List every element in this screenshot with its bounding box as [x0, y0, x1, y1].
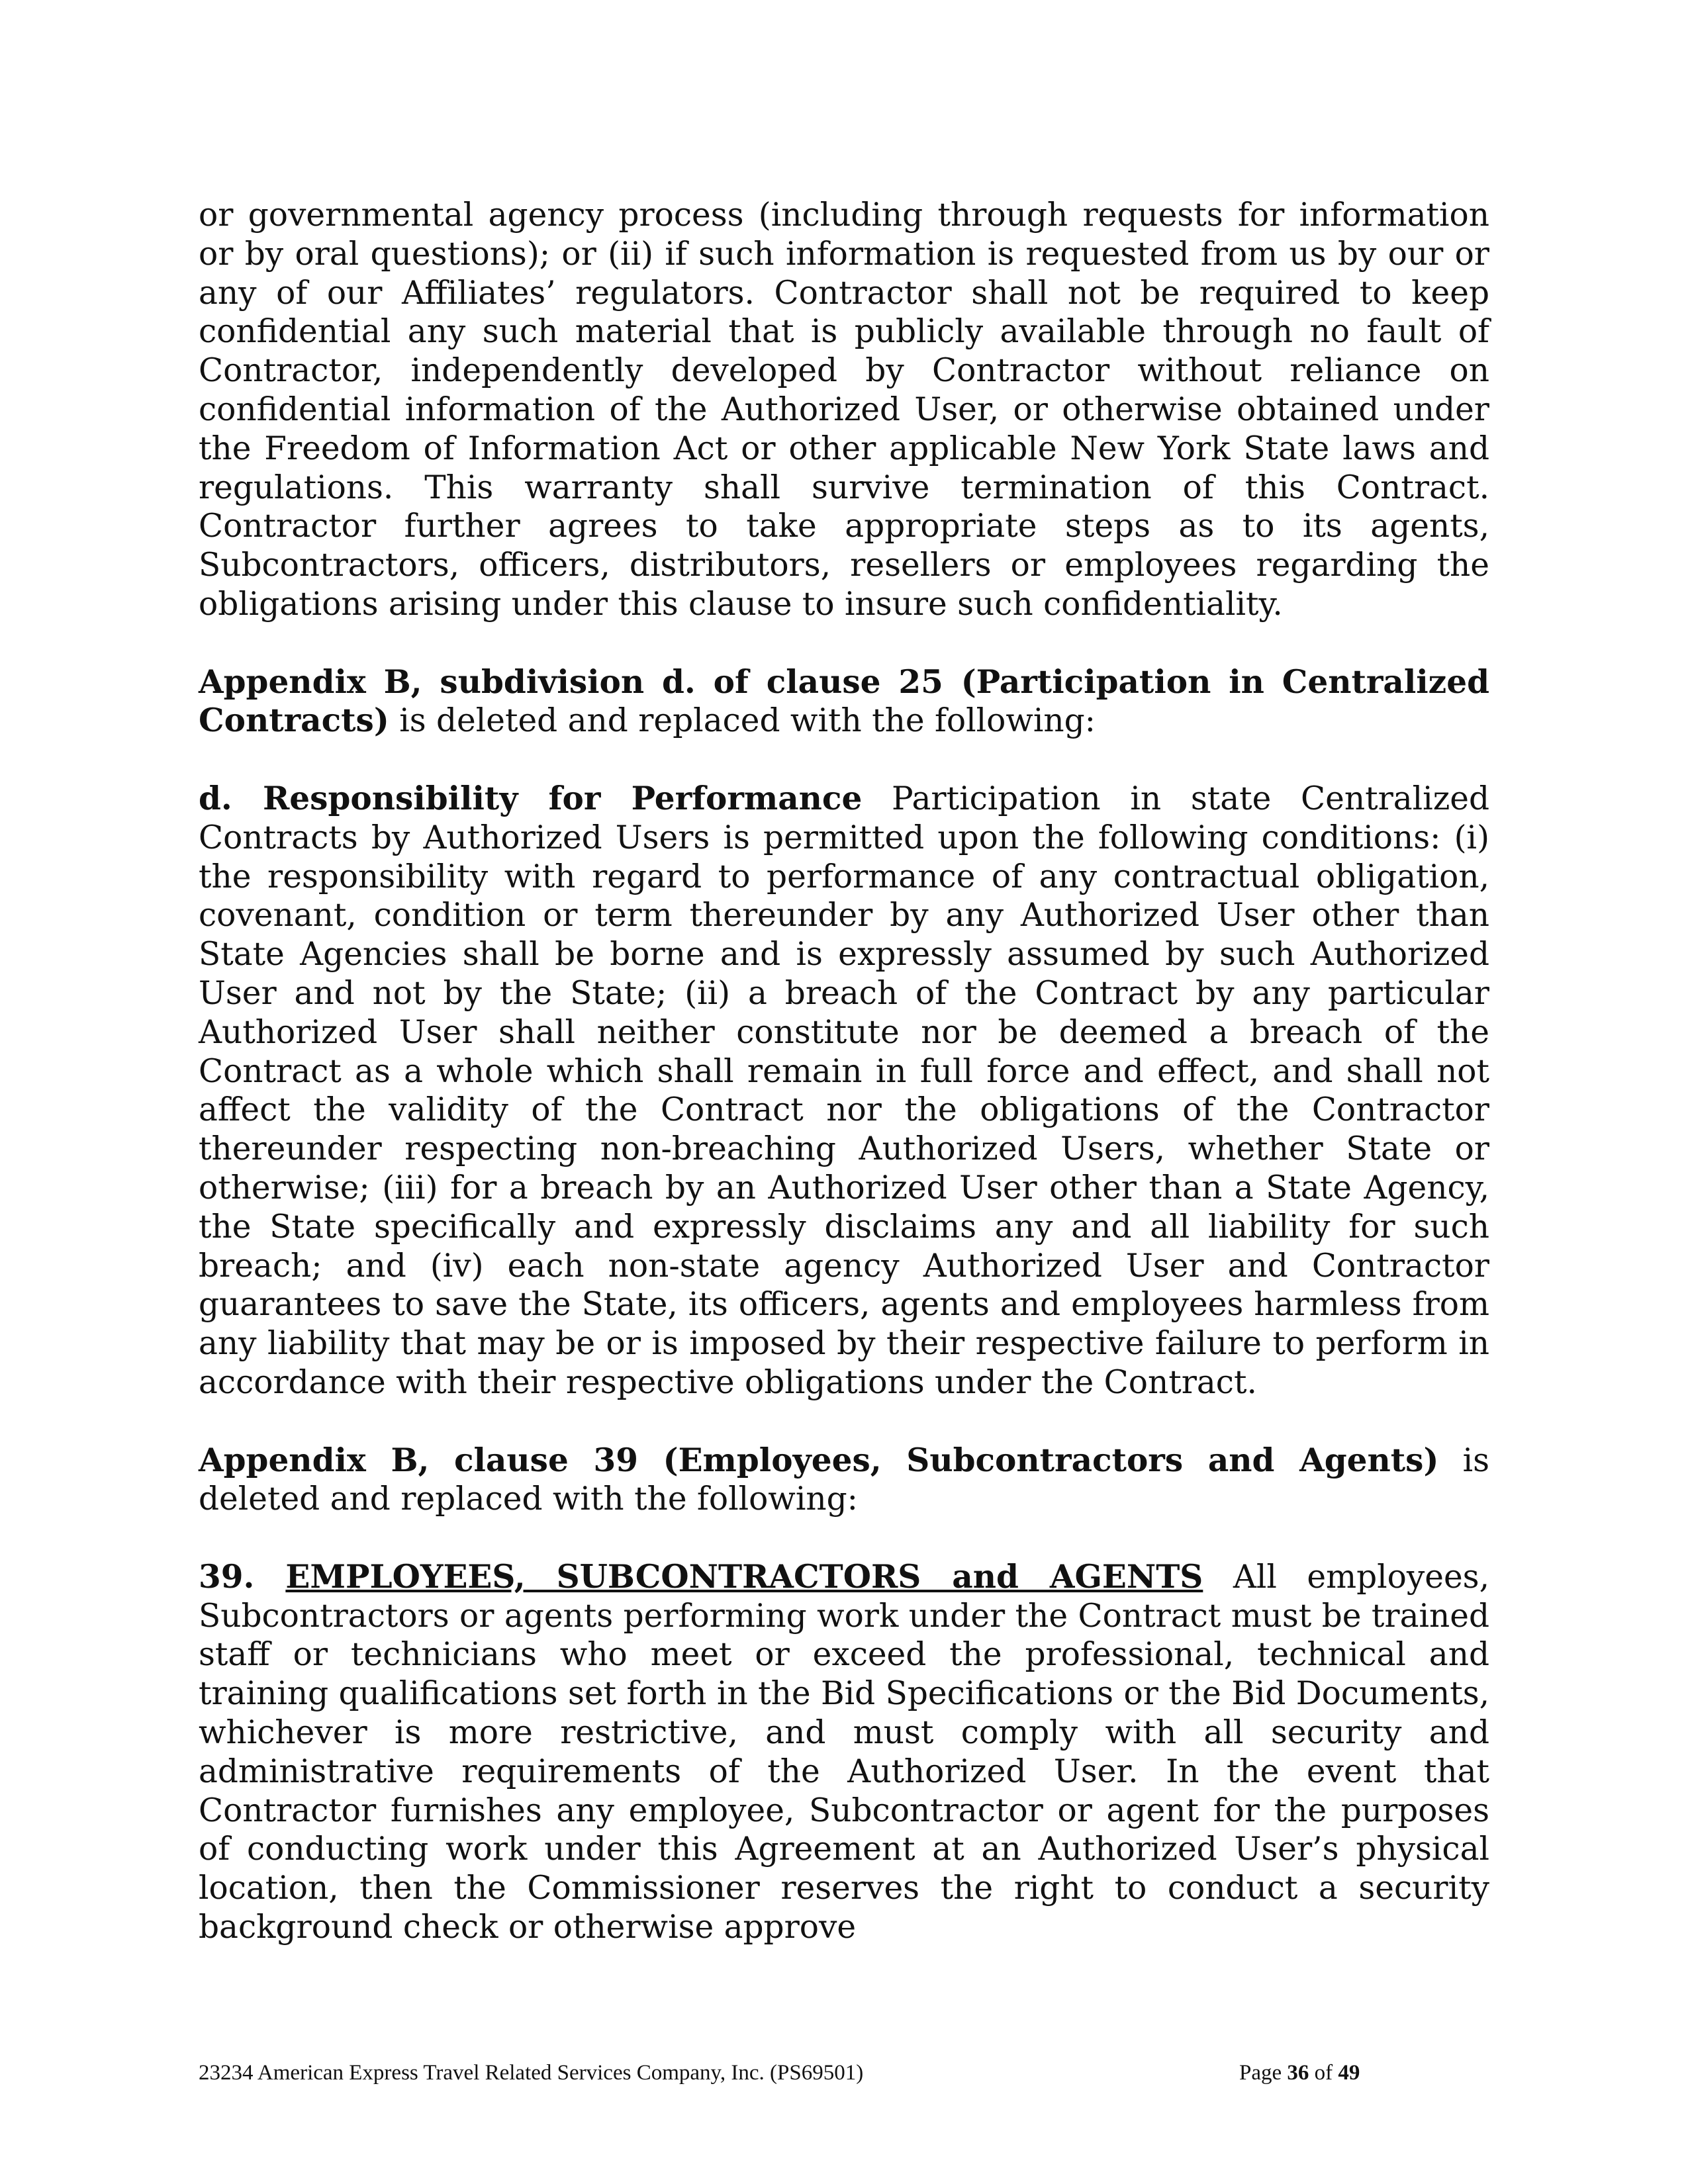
paragraph-clause-39	[199, 1558, 1489, 1947]
paragraph-text: or governmental agency process (including through requests for information or by oral questions); or (ii) if such information is requested from us by our or any of our Affiliates’ regulators. Contractor shall not be required to keep confidential any such material that is publicly available through no fault of Contractor, independently developed by Contractor without reliance on confidential information of the Authorized User, or otherwise obtained under the Freedom of Information Act or other applicable New York State laws and regulations. This warranty shall survive termination of this Contract. Contractor further agrees to take appropriate steps as to its agents, Subcontractors, officers, distributors, resellers or employees regarding the obligations arising under this clause to insure such confidentiality.	[199, 197, 1489, 623]
footer-page-number	[1239, 2060, 1360, 2086]
paragraph-text: is deleted and replaced with the following:	[389, 702, 1096, 740]
paragraph-responsibility-for-performance	[199, 780, 1489, 1402]
page-total: 49	[1338, 2061, 1360, 2085]
paragraph-text: All employees, Subcontractors or agents performing work under the Contract must be trained staff or technicians who meet or exceed the professional, technical and training qualifications set forth in the Bid Specifications or the Bid Documents, whichever is more restrictive, and must comply with all security and administrative requirements of the Authorized User. In the event that Contractor furnishes any employee, Subcontractor or agent for the purposes of conducting work under this Agreement at an Authorized User’s physical location, then the Commissioner reserves the right to conduct a security background check or otherwise approve	[199, 1558, 1489, 1946]
footer-contract-id: 23234 American Express Travel Related Services Company, Inc. (PS69501)	[199, 2061, 864, 2085]
paragraph-clause-25-intro	[199, 663, 1489, 741]
paragraph-confidentiality	[199, 196, 1489, 624]
clause-39-reference: Appendix B, clause 39 (Employees, Subcontractors and Agents)	[199, 1441, 1439, 1479]
page-current: 36	[1287, 2061, 1309, 2085]
paragraph-spacer	[199, 741, 1489, 780]
paragraph-spacer	[199, 1519, 1489, 1558]
subdivision-d-heading: d. Responsibility for Performance	[199, 779, 863, 817]
paragraph-text: Participation in state Centralized Contracts by Authorized Users is permitted upon the following conditions: (i) the responsibility with regard to performance of any contractual obligation, covenant, condition or term thereunder by any Authorized User other than State Agencies shall be borne and is expressly assumed by such Authorized User and not by the State; (ii) a breach of the Contract by any particular Authorized User shall neither constitute nor be deemed a breach of the Contract as a whole which shall remain in full force and effect, and shall not affect the validity of the Contract nor the obligations of the Contractor thereunder respecting non-breaching Authorized Users, whether State or otherwise; (iii) for a breach by an Authorized User other than a State Agency, the State specifically and expressly disclaims any and all liability for such breach; and (iv) each non-state agency Authorized User and Contractor guarantees to save the State, its officers, agents and employees harmless from any liability that may be or is imposed by their respective failure to perform in accordance with their respective obligations under the Contract.	[199, 780, 1489, 1401]
clause-39-number: 39.	[199, 1557, 286, 1596]
clause-39-heading: EMPLOYEES, SUBCONTRACTORS and AGENTS	[285, 1557, 1203, 1596]
page-label: Page	[1239, 2061, 1288, 2085]
paragraph-clause-39-intro	[199, 1441, 1489, 1520]
clause-25-reference: Appendix B, subdivision d. of clause 25 (Participation in Centralized Contracts)	[199, 662, 1489, 740]
document-body	[199, 196, 1489, 1947]
paragraph-spacer	[199, 624, 1489, 663]
page-of-label: of	[1309, 2061, 1338, 2085]
paragraph-spacer	[199, 1402, 1489, 1441]
paragraph-text: is deleted and replaced with the following:	[199, 1441, 1489, 1518]
